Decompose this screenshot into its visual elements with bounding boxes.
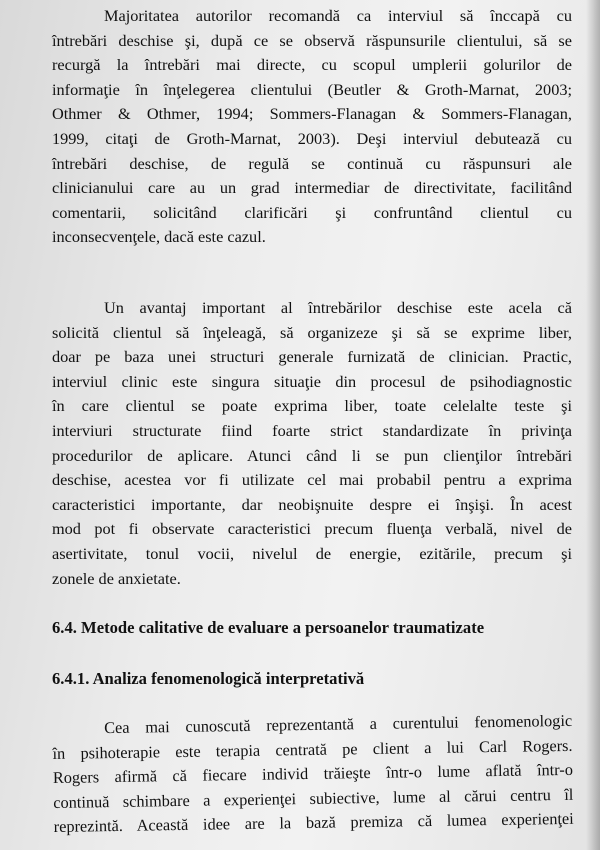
text-line: în psihoterapie este terapia centrată pe client a lui Carl Rogers. xyxy=(52,735,573,763)
text-line: comentarii, solicitând clarificări şi confruntând clientul cu xyxy=(52,202,572,222)
text-line: informaţie în înţelegerea clientului (Beutler & Groth-Marnat, 2003; xyxy=(52,79,572,99)
text-line: Majoritatea autorilor recomandă ca interviul să înccapă cu xyxy=(104,6,572,25)
text-line: recurgă la întrebări mai directe, cu scopul umplerii golurilor de xyxy=(52,55,572,75)
paragraph-phenomenology xyxy=(52,709,574,840)
text-line: continuă schimbare a experienţei subiective, lume al cărui centru îl xyxy=(53,784,574,812)
text-line: procedurilor de aplicare. Atunci când li se pun clienţilor întrebări xyxy=(52,445,572,465)
subsection-heading: 6.4.1. Analiza fenomenologică interpretativă xyxy=(52,669,365,688)
text-line: în care clientul se poate exprima liber, toate celelalte teste şi xyxy=(52,396,572,416)
text-line: zonele de anxietate. xyxy=(52,568,181,588)
text-line: caracteristici importante, dar neobişnuite despre ei înşişi. În acest xyxy=(52,494,572,514)
text-line: Un avantaj important al întrebărilor deschise este acela că xyxy=(104,298,572,317)
section-heading: 6.4. Metode calitative de evaluare a persoanelor traumatizate xyxy=(52,618,485,637)
text-line: Cea mai cunoscută reprezentantă a curentului fenomenologic xyxy=(104,710,573,738)
text-line: întrebări deschise şi, după ce se observă răspunsurile clientului, să se xyxy=(52,30,572,50)
text-line: deschise, acestea vor fi utilizate cel mai probabil pentru a exprima xyxy=(52,470,572,490)
paragraph-advantage xyxy=(52,296,572,591)
text-line: reprezintă. Această idee are la bază premiza că lumea experienţei xyxy=(53,809,574,837)
paragraph-open-questions xyxy=(52,4,572,250)
text-line: Rogers afirmă că fiecare individ trăieşte într-o lume aflată într-o xyxy=(52,760,574,788)
text-line: Othmer & Othmer, 1994; Sommers-Flanagan & Sommers-Flanagan, xyxy=(52,104,572,124)
text-line: mod pot fi observate caracteristici precum fluenţa verbală, nivel de xyxy=(52,519,572,539)
text-line: inconsecvenţele, dacă este cazul. xyxy=(52,227,266,247)
text-line: interviuri structurate fiind foarte strict standardizate în privinţa xyxy=(52,420,572,440)
text-line: asertivitate, tonul vocii, nivelul de energie, ezitările, precum şi xyxy=(52,543,572,563)
text-line: 1999, citaţi de Groth-Marnat, 2003). Deşi interviul debutează cu xyxy=(52,128,572,148)
text-line: solicită clientul să înţeleagă, să organizeze şi să se exprime liber, xyxy=(52,322,572,342)
text-line: clinicianului care au un grad intermediar de directivitate, facilitând xyxy=(52,178,572,198)
text-line: întrebări deschise, de regulă se continuă cu răspunsuri ale xyxy=(52,153,572,173)
text-line: doar pe baza unei structuri generale furnizată de clinician. Practic, xyxy=(52,347,572,367)
page-edge-shadow xyxy=(586,0,600,850)
text-line: interviul clinic este singura situaţie din procesul de psihodiagnostic xyxy=(52,371,572,391)
